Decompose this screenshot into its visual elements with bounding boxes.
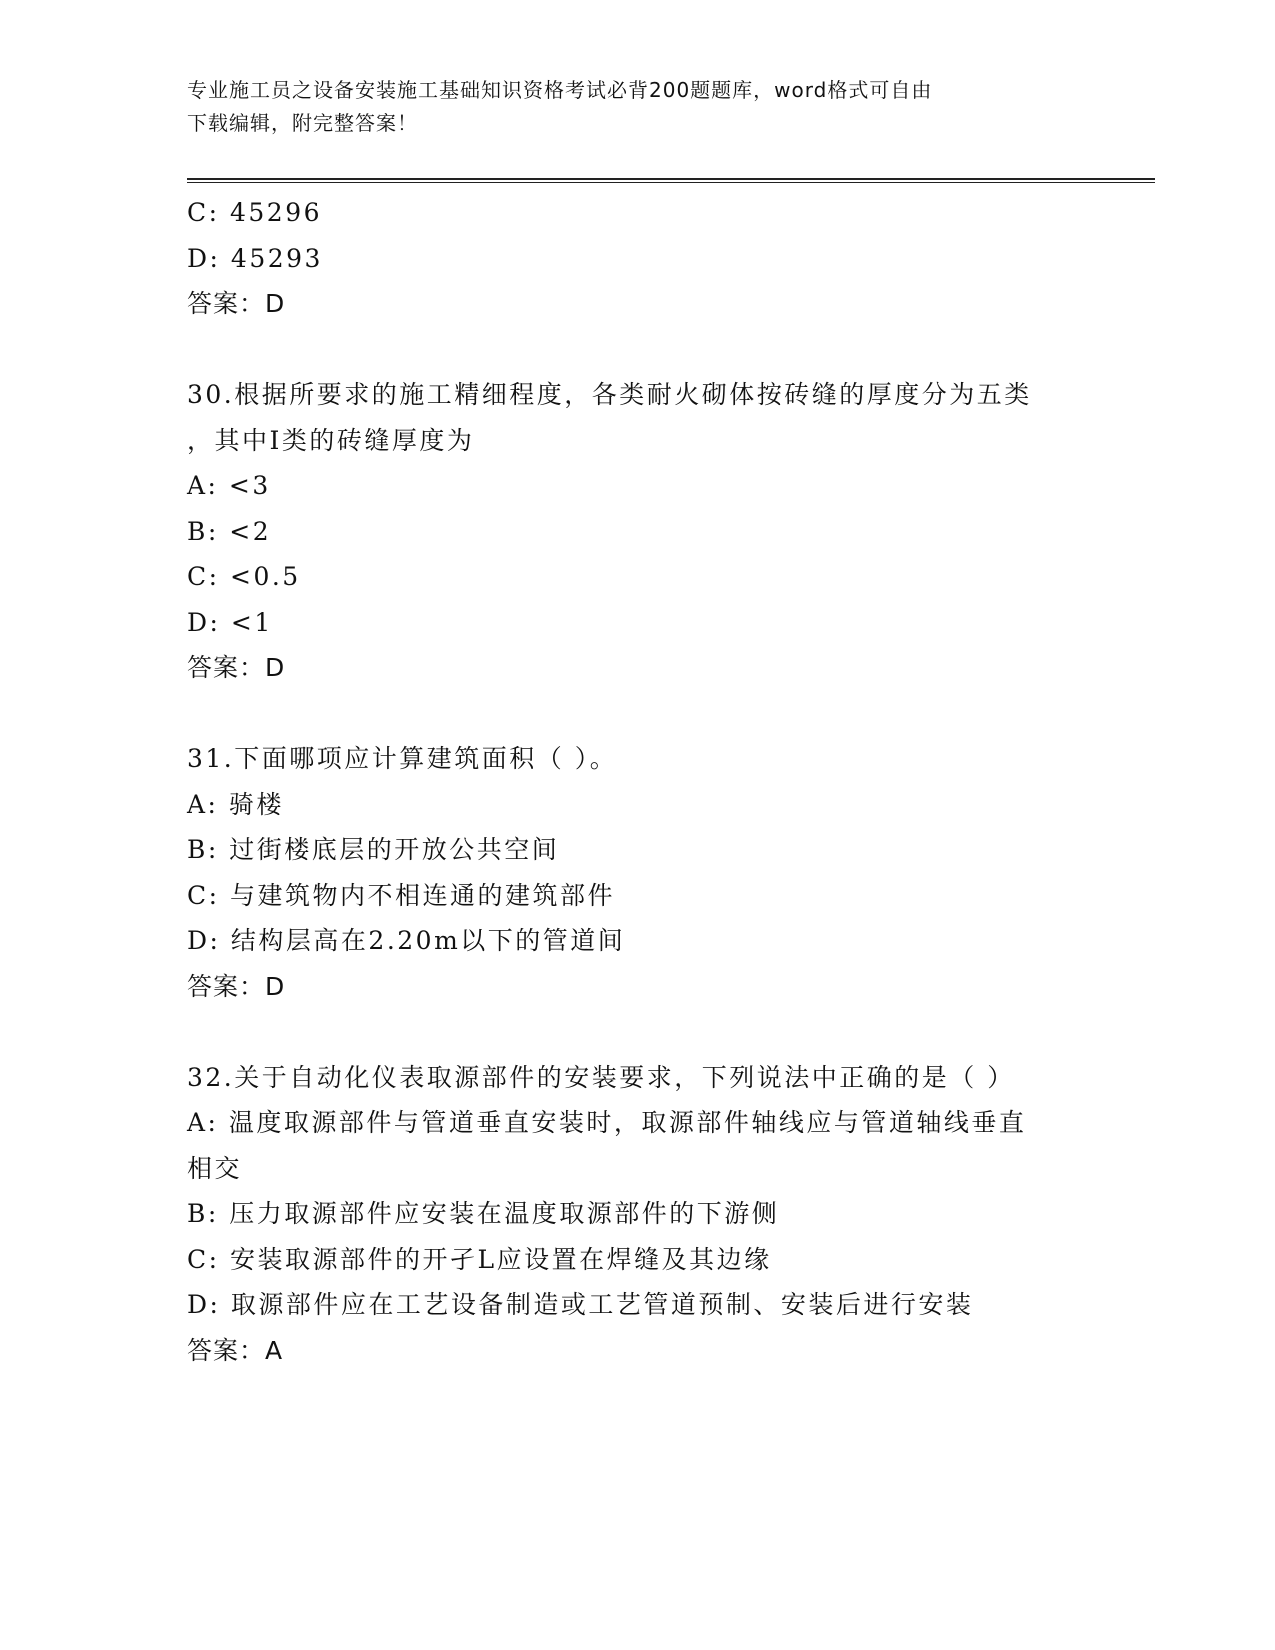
option-d: D: <1 bbox=[187, 607, 273, 637]
answer: 答案：D bbox=[187, 971, 286, 1001]
question-stem: 31.下面哪项应计算建筑面积（ ）。 bbox=[187, 744, 618, 773]
option-d: D: 45293 bbox=[187, 243, 323, 273]
option-c: C: 与建筑物内不相连通的建筑部件 bbox=[187, 880, 615, 910]
header-line-1: 专业施工员之设备安装施工基础知识资格考试必背200题题库，word格式可自由 bbox=[187, 78, 933, 102]
answer: 答案：D bbox=[187, 289, 286, 318]
question-stem: 30.根据所要求的施工精细程度，各类耐火砌体按砖缝的厚度分为五类 bbox=[187, 380, 1032, 409]
option-c: C: <0.5 bbox=[187, 562, 301, 591]
option-a: A: 骑楼 bbox=[187, 789, 284, 819]
option-a: A: 温度取源部件与管道垂直安装时，取源部件轴线应与管道轴线垂直 bbox=[187, 1108, 1027, 1137]
option-a: A: <3 bbox=[187, 471, 271, 500]
option-a-cont: 相交 bbox=[187, 1153, 243, 1183]
spacer bbox=[187, 1009, 1127, 1055]
header-line-2: 下载编辑，附完整答案！ bbox=[187, 111, 418, 135]
question-stem: 32.关于自动化仪表取源部件的安装要求，下列说法中正确的是（ ） bbox=[187, 1062, 1015, 1092]
question-30 bbox=[187, 372, 1127, 691]
option-c: C: 45296 bbox=[187, 198, 323, 227]
header-divider bbox=[187, 178, 1155, 183]
document-body bbox=[187, 190, 1127, 1373]
question-32 bbox=[187, 1055, 1127, 1374]
option-b: B: 压力取源部件应安装在温度取源部件的下游侧 bbox=[187, 1199, 780, 1228]
option-d: D: 取源部件应在工艺设备制造或工艺管道预制、安装后进行安装 bbox=[187, 1290, 974, 1319]
answer: 答案：D bbox=[187, 653, 286, 682]
option-c: C: 安装取源部件的开孑L应设置在焊缝及其边缘 bbox=[187, 1244, 772, 1274]
answer: 答案：A bbox=[187, 1335, 284, 1365]
document-header bbox=[187, 74, 1087, 140]
spacer bbox=[187, 691, 1127, 737]
question-stem-cont: ，其中Ⅰ类的砖缝厚度为 bbox=[187, 425, 475, 455]
question-31 bbox=[187, 736, 1127, 1009]
option-b: B: 过街楼底层的开放公共空间 bbox=[187, 835, 560, 864]
option-d: D: 结构层高在2.20m以下的管道间 bbox=[187, 926, 626, 955]
spacer bbox=[187, 327, 1127, 373]
option-b: B: <2 bbox=[187, 516, 272, 546]
